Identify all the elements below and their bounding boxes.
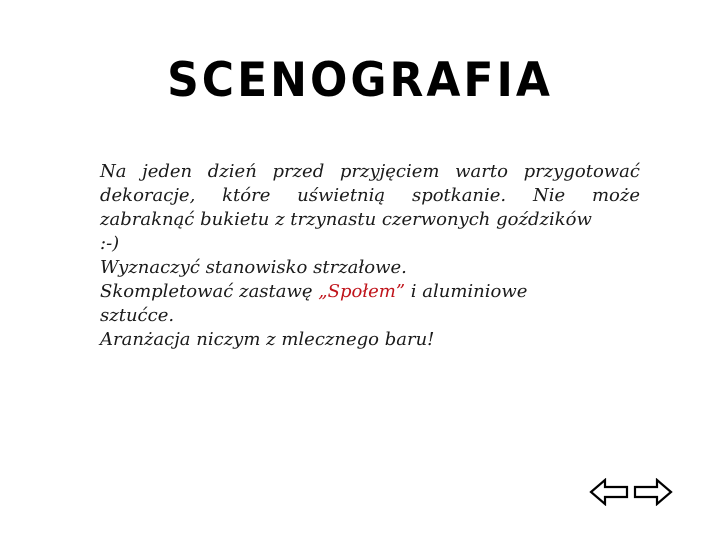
body-line-5: Wyznaczyć stanowisko strzałowe. [100, 257, 407, 278]
arrow-left-icon [589, 478, 629, 506]
body-line-3: zabraknąć bukietu z trzynastu czerwonych goździków [100, 209, 592, 230]
body-line-8: Aranżacja niczym z mlecznego baru! [100, 329, 435, 350]
body-line-7: sztućce. [100, 305, 175, 326]
slide-title: SCENOGRAFIA [167, 52, 553, 109]
body-line-6-end: i aluminiowe [405, 281, 528, 302]
slide-body [100, 160, 640, 352]
body-line-2: dekoracje, które uświetnią spotkanie. Nie może [100, 185, 640, 206]
body-line-4: :-) [100, 233, 120, 254]
body-line-1: Na jeden dzień przed przyjęciem warto przygotować [100, 161, 640, 182]
body-line-6-start: Skompletować zastawę [100, 281, 319, 302]
spolem-highlight: „Społem” [318, 281, 406, 302]
arrow-right-icon [633, 478, 673, 506]
previous-slide-button[interactable] [589, 478, 629, 506]
next-slide-button[interactable] [633, 478, 673, 506]
body-line-6 [100, 280, 640, 304]
